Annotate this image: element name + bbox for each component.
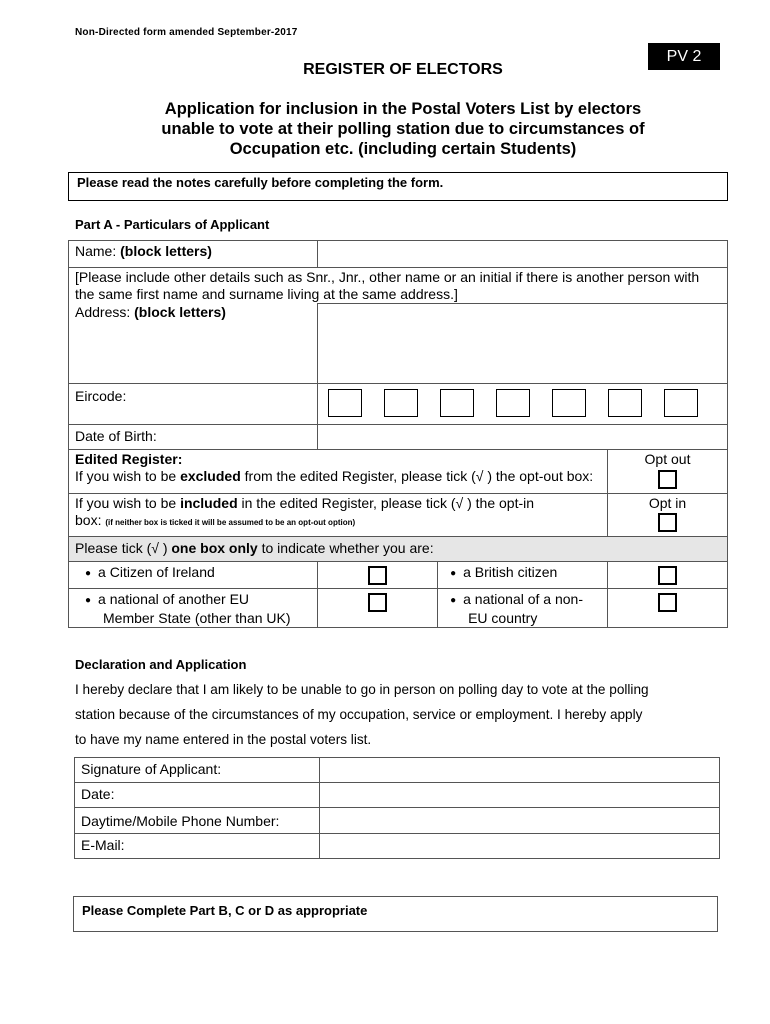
citizenship-instruction	[69, 537, 728, 562]
eircode-char-box[interactable]	[440, 389, 474, 417]
address-field[interactable]	[318, 304, 728, 384]
dob-label: Date of Birth:	[69, 425, 318, 450]
citizenship-text-pre: Please tick (√ )	[75, 540, 172, 556]
citizen-ireland-cell	[318, 562, 438, 589]
opt-in-label: Opt in	[648, 495, 687, 511]
signature-field[interactable]	[319, 758, 719, 783]
non-eu-cell	[608, 589, 728, 628]
eircode-field[interactable]	[318, 384, 728, 425]
signature-label: Signature of Applicant:	[75, 758, 320, 783]
subtitle-line: Occupation etc. (including certain Students)	[229, 140, 577, 158]
eircode-char-box[interactable]	[384, 389, 418, 417]
opt-out-text	[69, 450, 608, 494]
edited-register-heading: Edited Register:	[75, 451, 183, 467]
declaration-line: I hereby declare that I am likely to be unable to go in person on polling day to vote at the polling	[75, 682, 649, 697]
date-field[interactable]	[319, 783, 719, 808]
opt-out-label: Opt out	[644, 451, 691, 467]
citizenship-text-bold: one box only	[171, 540, 258, 556]
subtitle-line: unable to vote at their polling station due to circumstances of	[161, 120, 645, 138]
opt-in-note: (if neither box is ticked it will be assumed to be an opt-out option)	[105, 518, 356, 527]
citizen-ireland-label: ● a Citizen of Ireland	[85, 564, 215, 580]
part-a-heading: Part A - Particulars of Applicant	[75, 217, 270, 232]
citizenship-text-post: to indicate whether you are:	[257, 540, 434, 556]
declaration-table	[74, 757, 720, 859]
british-citizen-option	[438, 562, 608, 589]
form-version-note: Non-Directed form amended September-2017	[75, 27, 298, 38]
citizen-ireland-checkbox[interactable]	[368, 566, 387, 585]
opt-out-checkbox[interactable]	[658, 470, 677, 489]
non-eu-option	[438, 589, 608, 628]
british-citizen-checkbox[interactable]	[658, 566, 677, 585]
opt-out-text-pre: If you wish to be	[75, 468, 181, 484]
british-citizen-label: ● a British citizen	[450, 564, 557, 580]
name-label-text: Name:	[75, 243, 121, 259]
other-details-note: [Please include other details such as Snr., Jnr., other name or an initial if there is another person with the same first name and surname living at the same address.]	[69, 268, 728, 304]
declaration-line: to have my name entered in the postal voters list.	[75, 732, 372, 747]
eu-national-label: ● a national of another EU	[85, 591, 249, 607]
opt-out-text-post: from the edited Register, please tick (√ ) the opt-out box:	[240, 468, 594, 484]
eircode-label: Eircode:	[69, 384, 318, 425]
non-eu-checkbox[interactable]	[658, 593, 677, 612]
declaration-line: station because of the circumstances of my occupation, service or employment. I hereby apply	[75, 707, 643, 722]
address-label-text: Address:	[75, 303, 135, 320]
non-eu-label: ● a national of a non-	[450, 591, 583, 607]
email-field[interactable]	[319, 834, 719, 859]
phone-label: Daytime/Mobile Phone Number:	[75, 808, 320, 834]
address-label	[69, 304, 318, 384]
eu-national-cell	[318, 589, 438, 628]
page-title: REGISTER OF ELECTORS	[303, 61, 503, 78]
opt-in-text-post: in the edited Register, please tick (√ ) the opt-in	[237, 495, 535, 511]
citizen-ireland-option	[69, 562, 318, 589]
eircode-char-box[interactable]	[608, 389, 642, 417]
declaration-text	[75, 677, 735, 752]
british-citizen-cell	[608, 562, 728, 589]
address-label-bold: (block letters)	[134, 303, 226, 320]
eircode-char-box[interactable]	[496, 389, 530, 417]
read-notes-box: Please read the notes carefully before completing the form.	[68, 172, 728, 201]
complete-part-note: Please Complete Part B, C or D as appropriate	[73, 896, 718, 932]
name-label	[69, 241, 318, 268]
opt-out-cell	[608, 450, 728, 494]
declaration-heading: Declaration and Application	[75, 657, 247, 672]
opt-in-box-word: box:	[75, 512, 106, 528]
opt-in-checkbox[interactable]	[658, 513, 677, 532]
email-label: E-Mail:	[75, 834, 320, 859]
eu-national-label-line2: Member State (other than UK)	[103, 610, 291, 626]
form-code-badge: PV 2	[648, 43, 720, 70]
opt-in-text	[69, 494, 608, 537]
subtitle-line: Application for inclusion in the Postal Voters List by electors	[164, 100, 642, 118]
eu-national-option	[69, 589, 318, 628]
eircode-char-box[interactable]	[664, 389, 698, 417]
name-field[interactable]	[318, 241, 728, 268]
opt-in-text-pre: If you wish to be	[75, 495, 181, 511]
eircode-char-box[interactable]	[328, 389, 362, 417]
opt-out-text-bold: excluded	[180, 468, 241, 484]
date-label: Date:	[75, 783, 320, 808]
non-eu-label-line2: EU country	[468, 610, 538, 626]
part-a-table	[68, 240, 728, 628]
name-label-bold: (block letters)	[120, 243, 212, 259]
page-subtitle	[120, 99, 686, 159]
dob-field[interactable]	[318, 425, 728, 450]
eu-national-checkbox[interactable]	[368, 593, 387, 612]
opt-in-cell	[608, 494, 728, 537]
opt-in-text-bold: included	[180, 495, 238, 511]
phone-field[interactable]	[319, 808, 719, 834]
eircode-char-box[interactable]	[552, 389, 586, 417]
